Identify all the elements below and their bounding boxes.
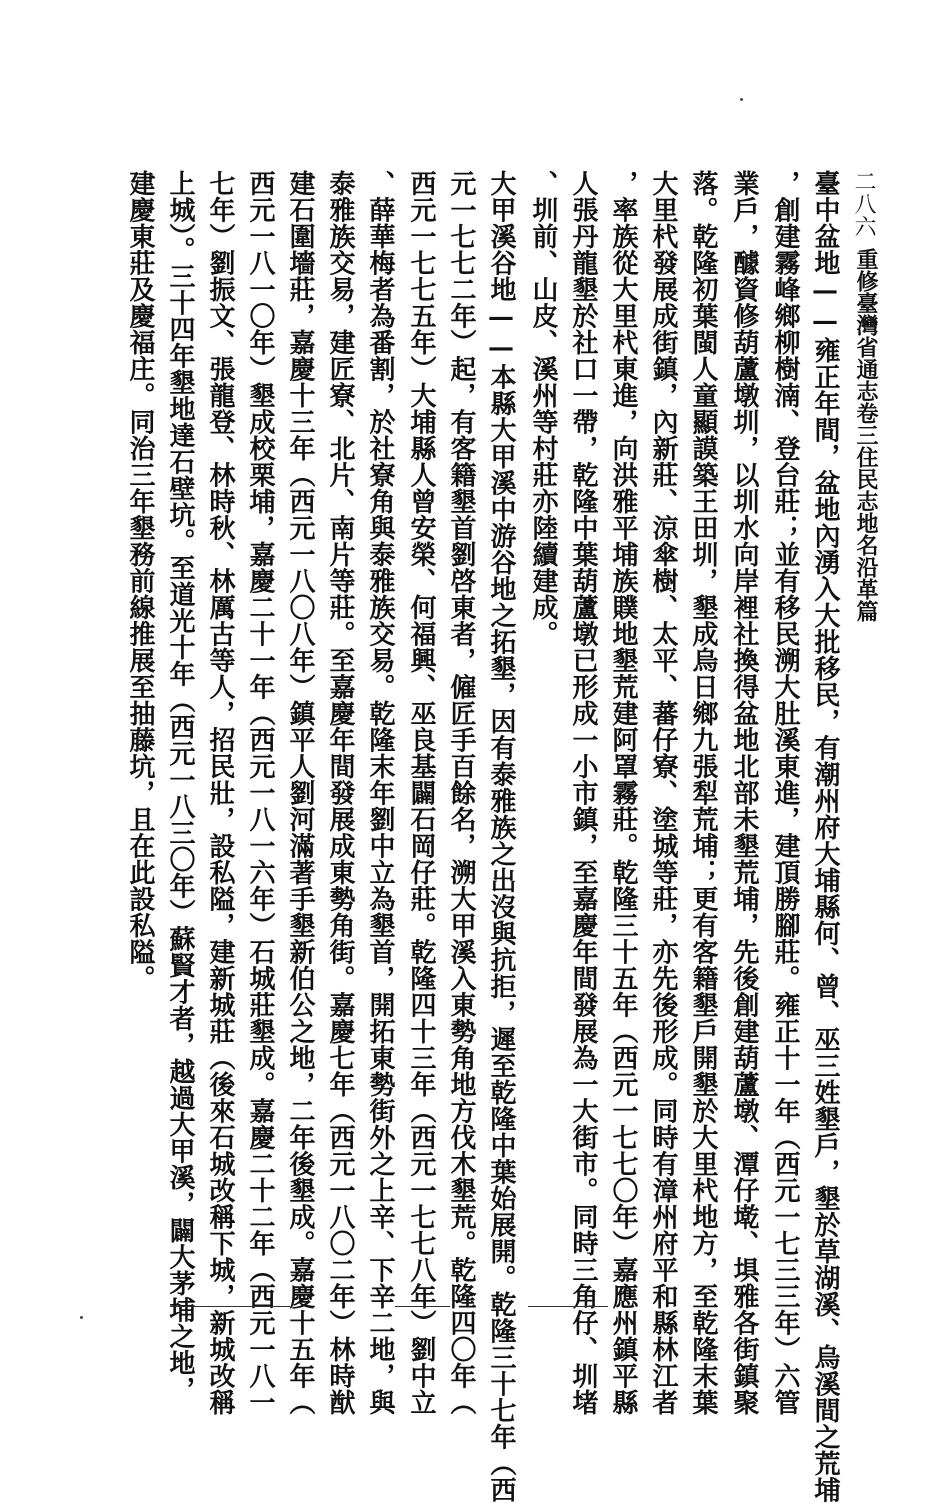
text-column-16: [207, 170, 233, 1416]
column-text: 西元一八一〇年）墾成校栗埔，嘉慶二十一年（西元一八一六年）石城莊墾成。嘉慶二十二年（西元一八一: [245, 170, 275, 1416]
column-text: 西元一七七五年）大埔縣人曾安榮、何福興、巫良基闢石岡仔莊。乾隆四十三年（西元一七七八年）劉中立: [406, 170, 436, 1416]
text-column-11: [408, 170, 434, 1416]
text-column-12: [367, 170, 393, 1416]
text-column-8: [530, 170, 556, 647]
column-text: ，率族從大里杙東進，向洪雅平埔族贌地墾荒建阿罩霧莊。乾隆三十五年（西元一七七〇年）嘉應州鎮平縣: [608, 170, 638, 1416]
column-text: 落。乾隆初葉閩人童顯謨築王田圳，墾成烏日鄉九張犁荒埔；更有客籍墾戶開墾於大里杙地方，至乾隆末葉: [688, 170, 718, 1416]
column-text: ——雍正年間，盆地內湧入大批移民，有潮州府大埔縣何、曾、巫三姓墾戶，墾於草湖溪、烏溪間之荒埔: [810, 276, 840, 1503]
text-column-7: [570, 170, 596, 1416]
section-heading-tachia-valley: 大甲溪谷地: [486, 170, 516, 303]
text-column-6: [610, 170, 636, 1416]
column-text: 業戶，醵資修葫蘆墩圳，以圳水向岸裡社換得盆地北部未墾荒埔，先後創建葫蘆墩、潭仔墘、埧雅各街鎮聚: [729, 170, 759, 1416]
scan-speck: [740, 98, 743, 101]
text-column-9: [488, 170, 514, 1503]
text-column-14: [287, 170, 313, 1416]
text-column-10: [448, 170, 474, 1416]
text-column-4: [690, 170, 716, 1416]
scan-line-left: [170, 1306, 290, 1307]
text-column-5: [650, 170, 676, 1416]
column-text: 元一七七二年）起，有客籍墾首劉啓東者，僱匠手百餘名，溯大甲溪入東勢角地方伐木墾荒。乾隆四〇年（: [446, 170, 476, 1416]
scan-line-middle: [395, 1306, 450, 1307]
column-text: 泰雅族交易，建匠寮、北片、南片等莊。至嘉慶年間發展成東勢角街。嘉慶七年（西元一八〇二年）林時猷: [325, 170, 355, 1416]
text-column-17: [167, 170, 193, 1403]
text-column-13: [327, 170, 353, 1416]
text-column-1: [812, 170, 838, 1503]
column-text: 上城）。三十四年墾地達石壁坑。至道光十年（西元一八三〇年）蘇賢才者，越過大甲溪，闢大茅埔之地，: [165, 170, 195, 1403]
column-text: 里杙發展成街鎮，內新莊、涼傘樹、太平、蕃仔寮、塗城等莊，亦先後形成。同時有漳州府平和縣林江者: [648, 197, 678, 1416]
column-text: ，創建霧峰鄉柳樹湳、登台莊；並有移民溯大肚溪東進，建頂勝腳莊。雍正十一年（西元一七三三年）六管: [770, 170, 800, 1416]
page-number: 二八六: [852, 170, 874, 238]
column-text: 、圳前、山皮、溪州等村莊亦陸續建成。: [528, 170, 558, 647]
section-heading-taichung-basin: 臺中盆地: [810, 170, 840, 276]
text-column-3: [731, 170, 757, 1416]
text-column-18: [127, 170, 153, 992]
text-column-2: [772, 170, 798, 1416]
column-text: 、薛華梅者為番割，於社寮角與泰雅族交易。乾隆末年劉中立為墾首，開拓東勢街外之上辛、下辛二地，與: [365, 170, 395, 1416]
column-text: ——本縣大甲溪中游谷地之拓墾，因有泰雅族之出沒與抗拒，遲至乾隆中葉始展開。乾隆三十七年（西: [486, 303, 516, 1503]
column-text: 建慶東莊及慶福庄。同治三年墾務前線推展至抽藤坑，且在此設私隘。: [125, 170, 155, 992]
column-text: 建石圍墻莊，嘉慶十三年（西元一八〇八年）鎮平人劉河滿著手墾新伯公之地，二年後墾成。嘉慶十五年（: [285, 170, 315, 1416]
column-text: 七年）劉振文、張龍登、林時秋、林厲古等人，招民壯，設私隘，建新城莊（後來石城改稱下城，新城改稱: [205, 170, 235, 1416]
text-column-15: [247, 170, 273, 1416]
column-lead-char: 大: [648, 170, 678, 197]
column-text: 人張丹龍墾於社口一帶，乾隆中葉葫蘆墩已形成一小市鎮，至嘉慶年間發展為一大街市。同時三角仔、圳堵: [568, 170, 598, 1416]
scan-line-right: [528, 1306, 608, 1307]
scan-speck: [80, 1316, 83, 1319]
running-header: 重修臺灣省通志卷三住民志地名沿革篇: [855, 248, 877, 622]
